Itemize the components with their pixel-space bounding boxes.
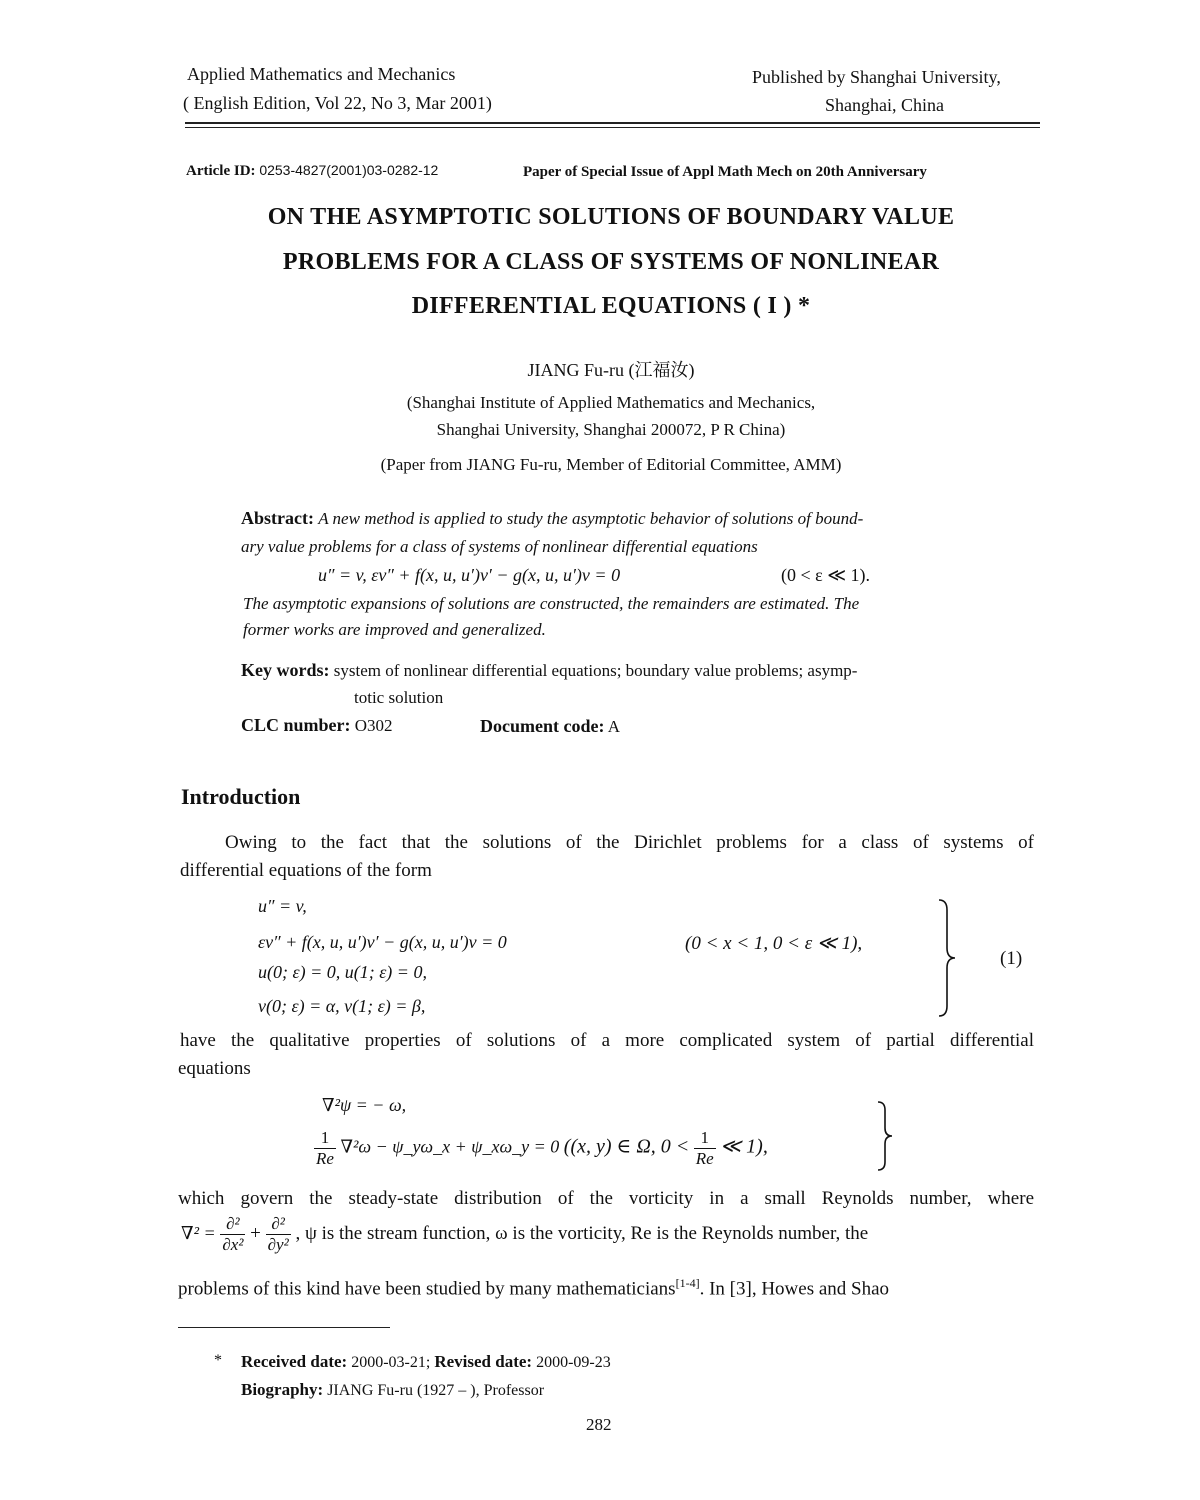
title-line-2: PROBLEMS FOR A CLASS OF SYSTEMS OF NONLINEAR: [282, 249, 940, 275]
clc-number: [241, 715, 393, 736]
partial-x-denominator: ∂x²: [222, 1235, 244, 1254]
header-rule-bottom: [185, 127, 1040, 128]
abstract-equation: u″ = v, εv″ + f(x, u, u′)v′ − g(x, u, u′)v = 0: [318, 565, 621, 585]
biography-label: Biography:: [241, 1380, 324, 1399]
partial-y-fraction: [266, 1214, 291, 1255]
document-code: [480, 716, 620, 737]
article-id-value: 0253-4827(2001)03-0282-12: [259, 162, 439, 178]
clc-value: O302: [354, 716, 393, 735]
system1-eq1: u″ = v,: [258, 896, 307, 916]
title-line-1: ON THE ASYMPTOTIC SOLUTIONS OF BOUNDARY VALUE: [267, 204, 955, 230]
system1-brace: [935, 898, 961, 1018]
journal-name: Applied Mathematics and Mechanics: [187, 64, 456, 84]
keywords: [241, 660, 857, 681]
abstract-line-2: ary value problems for a class of systems of nonlinear differential equations: [241, 537, 758, 556]
abstract-line-1: A new method is applied to study the asymptotic behavior of solutions of bound-: [318, 509, 864, 528]
system1-eq2: εv″ + f(x, u, u′)v′ − g(x, u, u′)v = 0: [258, 932, 507, 952]
system2-eq1: ∇²ψ = − ω,: [322, 1095, 407, 1115]
para3-line-3-text: problems of this kind have been studied by many mathematicians: [178, 1278, 676, 1300]
abstract-first-line: [241, 508, 863, 529]
keywords-line-1: system of nonlinear differential equations; boundary value problems; asymp-: [333, 661, 858, 680]
partial-x-fraction: [220, 1214, 245, 1255]
clc-label: CLC number:: [241, 715, 351, 735]
article-id: [186, 162, 438, 180]
doc-code-label: Document code:: [480, 716, 605, 736]
special-issue-note: Paper of Special Issue of Appl Math Mech on 20th Anniversary: [523, 164, 927, 180]
footnote-rule: [178, 1327, 390, 1328]
system2-eq2: [314, 1128, 768, 1169]
para2-line-1: have the qualitative properties of solutions of a more complicated system of partial differential: [180, 1030, 1034, 1051]
footnote-biography: [241, 1380, 544, 1400]
affiliation-line-1: (Shanghai Institute of Applied Mathematics and Mechanics,: [406, 393, 816, 412]
abstract-line-3: The asymptotic expansions of solutions are constructed, the remainders are estimated. The: [243, 594, 860, 613]
system2-brace: [874, 1100, 898, 1172]
page-number: 282: [586, 1415, 612, 1434]
article-id-label: Article ID:: [186, 163, 256, 179]
reynolds-fraction: [314, 1128, 336, 1169]
journal-issue: ( English Edition, Vol 22, No 3, Mar 2001): [183, 93, 492, 113]
system2-eq2-condition-close: ≪ 1),: [720, 1135, 768, 1158]
footnote-dates: [241, 1352, 611, 1372]
keywords-label: Key words:: [241, 660, 330, 680]
section-heading: Introduction: [181, 784, 301, 809]
title-line-3: DIFFERENTIAL EQUATIONS ( I ) *: [411, 293, 811, 319]
abstract-label: Abstract:: [241, 508, 314, 528]
biography-text: JIANG Fu-ru (1927 – ), Professor: [327, 1382, 545, 1399]
partial-y-numerator: ∂²: [266, 1214, 291, 1235]
publisher-location: Shanghai, China: [825, 95, 944, 115]
para3-line-3-tail: . In [3], Howes and Shao: [699, 1278, 890, 1300]
footnote-marker: *: [214, 1352, 222, 1369]
doc-code-value: A: [607, 717, 621, 736]
reynolds-fraction-denominator: Re: [316, 1149, 334, 1168]
author: JIANG Fu-ru (江福汝): [527, 360, 695, 380]
keywords-line-2: totic solution: [354, 688, 444, 707]
partial-y-denominator: ∂y²: [267, 1235, 289, 1254]
system2-eq2-condition: ((x, y) ∈ Ω, 0 <: [563, 1135, 690, 1158]
revised-date: 2000-09-23: [536, 1354, 611, 1371]
reynolds-fraction-condition: [694, 1128, 716, 1169]
system1-eq2-condition: (0 < x < 1, 0 < ε ≪ 1),: [685, 933, 863, 954]
abstract-equation-condition: (0 < ε ≪ 1).: [781, 565, 871, 585]
citation-1-4[interactable]: [1-4]: [675, 1276, 700, 1290]
equation-number: (1): [1000, 948, 1023, 969]
para1-line-1: Owing to the fact that the solutions of the Dirichlet problems for a class of systems of: [225, 832, 1034, 853]
system2-eq2-body: ∇²ω − ψ_yω_x + ψ_xω_y = 0: [340, 1136, 560, 1157]
para1-line-2: differential equations of the form: [180, 860, 432, 881]
para2-line-2: equations: [178, 1058, 251, 1079]
condition-fraction-denominator: Re: [695, 1149, 714, 1168]
system1-eq3: u(0; ε) = 0, u(1; ε) = 0,: [258, 962, 427, 982]
para3-line-2-text: , ψ is the stream function, ω is the vorticity, Re is the Reynolds number, the: [295, 1222, 869, 1244]
received-label: Received date:: [241, 1352, 348, 1371]
affiliation-line-2: Shanghai University, Shanghai 200072, P R China): [436, 420, 786, 439]
publisher: Published by Shanghai University,: [752, 67, 1001, 87]
para3-line-1: which govern the steady-state distribution of the vorticity in a small Reynolds number, where: [178, 1188, 1034, 1209]
condition-fraction-numerator: 1: [694, 1128, 716, 1149]
system1-eq4: v(0; ε) = α, v(1; ε) = β,: [258, 996, 426, 1016]
para3-line-2: ∇² = $\frac{\text{∂²}}{\text{∂x²}}$ + $\frac{\text{∂²}}{\text{∂y²}}$ , ψ is the stream function, ω is the vorticity, Re is the Reynolds number, the: [181, 1214, 869, 1254]
abstract-line-4: former works are improved and generalized.: [243, 620, 546, 639]
partial-x-numerator: ∂²: [220, 1214, 245, 1235]
header-rule-top: [185, 122, 1040, 124]
received-date: 2000-03-21;: [351, 1354, 431, 1371]
reynolds-fraction-numerator: 1: [314, 1128, 336, 1149]
paper-from: (Paper from JIANG Fu-ru, Member of Editorial Committee, AMM): [380, 455, 842, 474]
revised-label: Revised date:: [434, 1352, 533, 1371]
para3-line-3: [178, 1276, 889, 1300]
laplacian-lhs: ∇² =: [181, 1222, 216, 1243]
